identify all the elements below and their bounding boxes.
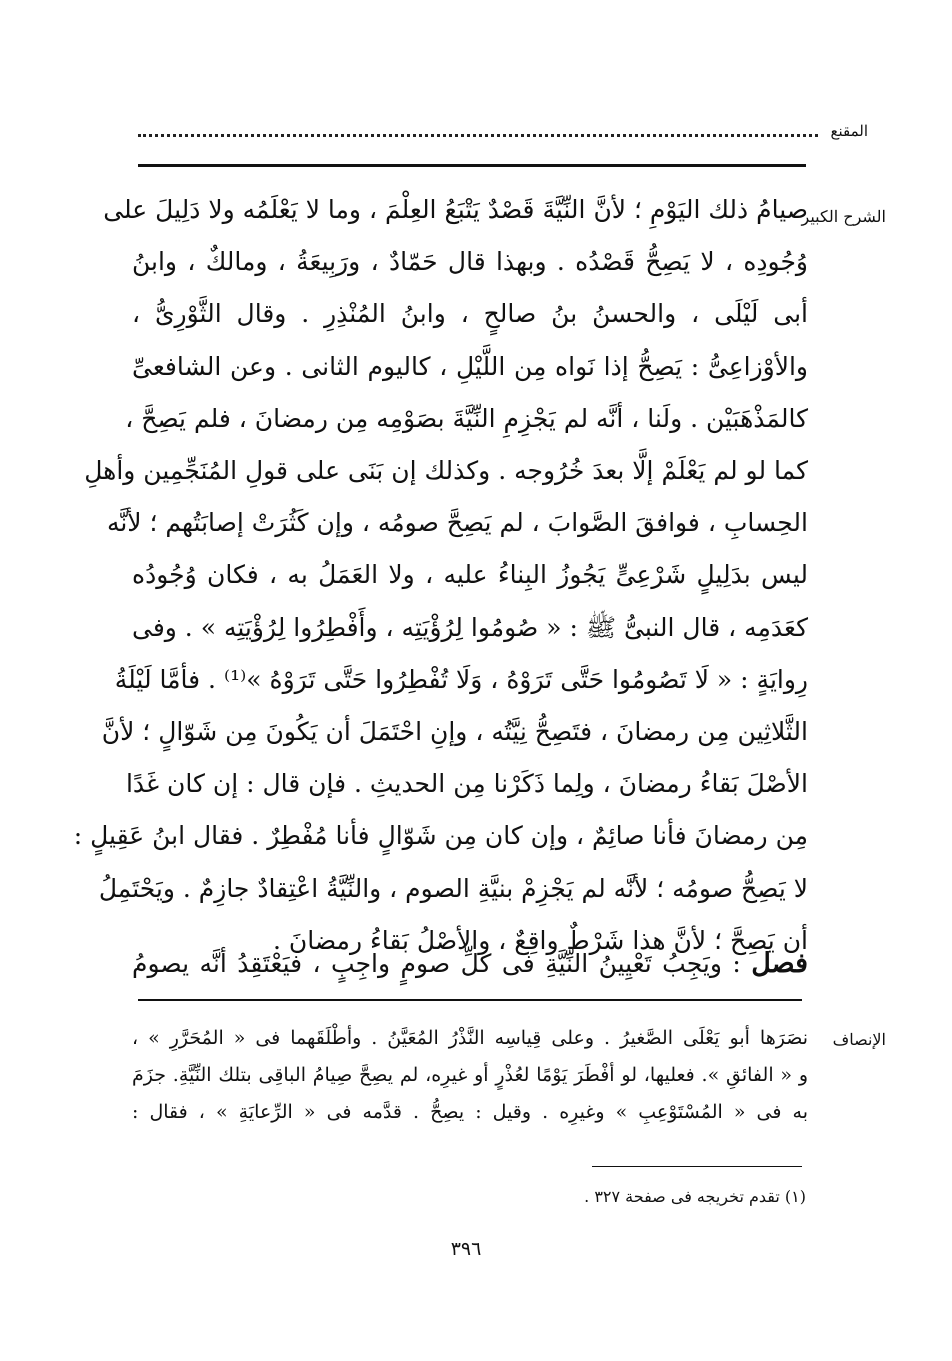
running-head: المقنع <box>830 122 868 140</box>
footnote: (١) تقدم تخريجه فى صفحة ٣٢٧ . <box>584 1187 806 1206</box>
fasl-line <box>132 938 808 990</box>
main-line: والأوْزاعِىُّ : يَصِحُّ إذا نَواه مِن اللَّيْلِ ، كاليوم الثانى . وعن الشافعىِّ <box>132 351 808 381</box>
page-number: ٣٩٦ <box>450 1238 482 1260</box>
main-line: كما لو لم يَعْلَمْ إلَّا بعدَ خُرُوجه . وكذلك إن بَنَى على قولِ المُنَجِّمِين وأهلِ <box>84 456 808 486</box>
main-line: ليس بدَلِيلٍ شَرْعِىٍّ يَجُوزُ البِناءُ عليه ، ولا العَمَلُ به ، فكان وُجُودُه <box>132 560 808 590</box>
insaf-line: و « الفائقِ ». فعليها، لو أفْطَرَ يَوْمًا لعُذْرٍ أو غيرِه، لم يصِحَّ صِيامُ الباقِى بتلك النِّيَّةِ. جزَمَ <box>132 1064 808 1086</box>
main-line: وُجُودِه ، لا يَصِحُّ قَصْدُه . وبهذا قال حَمّادٌ ، ورَبِيعَةُ ، ومالكٌ ، وابنُ <box>132 247 808 277</box>
main-text-block <box>73 184 808 967</box>
main-line: صيامُ ذلك اليَوْمِ ؛ لأنَّ النِّيَّةَ قَصْدٌ يَتْبَعُ العِلْمَ ، وما لا يَعْلَمُه ولا دَلِيلَ على <box>103 195 808 224</box>
main-line: الثَّلاثِين مِن رمضانَ ، فتَصِحُّ نِيَّتُه ، وإنِ احْتَمَلَ أن يَكُونَ مِن شَوّالٍ ؛ لأنَّ <box>101 717 808 747</box>
insaf-line: نصَرَها أبو يَعْلَى الصَّغيرُ . وعلى قِياسِه النَّذْرُ المُعَيَّنُ . وأطْلَقَهما فى « المُحَرَّرِ » ، <box>132 1027 808 1049</box>
main-line: الأصْلَ بَقاءُ رمضانَ ، ولِما ذَكَرْنا مِن الحديثِ . فإن قال : إن كان غَدًا <box>125 769 808 799</box>
footnote-rule <box>592 1166 802 1167</box>
insaf-line: به فى « المُسْتَوْعِبِ » وغيرِه . وقيل : يصِحُّ . قدَّمه فى « الرِّعايَةِ » ، فقال : <box>132 1101 808 1123</box>
main-line: أن يَصِحَّ ؛ لأنَّ هذا شَرْطٌ واقِعٌ ، والأصْلُ بَقاءُ رمضانَ . <box>273 925 808 955</box>
header-dotted-rule <box>138 118 818 137</box>
main-line: أبى لَيْلَى ، والحسنُ بنُ صالحٍ ، وابنُ المُنْذِرِ . وقال الثَّوْرِىُّ ، <box>132 299 808 329</box>
fasl-text: : ويَجِبُ تَعْيِينُ النِّيَّةِ فى كلِّ صومٍ واجِبٍ ، فيَعْتَقِدُ أنَّه يصومُ <box>132 949 752 978</box>
section-rule <box>138 999 802 1001</box>
main-line: لا يَصِحُّ صومُه ؛ لأنَّه لم يَجْزِمْ بنيَّةِ الصوم ، والنِّيَّةُ اعْتِقادٌ جازِمٌ . ويَحْتَمِلُ <box>98 873 808 903</box>
side-label-sharh: الشرح الكبير <box>801 207 886 226</box>
main-line: مِن رمضانَ فأنا صائِمٌ ، وإن كان مِن شَوّالٍ فأنا مُفْطِرٌ . فقال ابنُ عَقِيلٍ : <box>73 821 808 851</box>
fasl-heading: فصل <box>751 948 808 979</box>
main-line: كعَدَمِه ، قال النبىُّ ﷺ : « صُومُوا لِرُؤْيَتِه ، وأَفْطِرُوا لِرُؤْيَتِه » . وفى <box>132 612 808 642</box>
insaf-text-block <box>132 1020 808 1131</box>
main-line: الحِسابِ ، فوافقَ الصَّوابَ ، لم يَصِحَّ صومُه ، وإن كَثُرَتْ إصابَتُهم ؛ لأنَّه <box>106 508 808 538</box>
header-rule <box>138 164 806 167</box>
main-line: كالمَذْهَبَيْن . ولَنا ، أنَّه لم يَجْزِمِ النِّيَّةَ بصَوْمِه مِن رمضانَ ، فلم يَصِحَّ ، <box>125 403 808 433</box>
main-line: رِوايَةٍ : « لَا تَصُومُوا حَتَّى تَرَوْهُ ، وَلَا تُفْطِرُوا حَتَّى تَرَوْهُ »⁽¹⁾ . فأمَّا لَيْلَةُ <box>114 664 808 694</box>
side-label-insaf: الإنصاف <box>832 1030 886 1049</box>
